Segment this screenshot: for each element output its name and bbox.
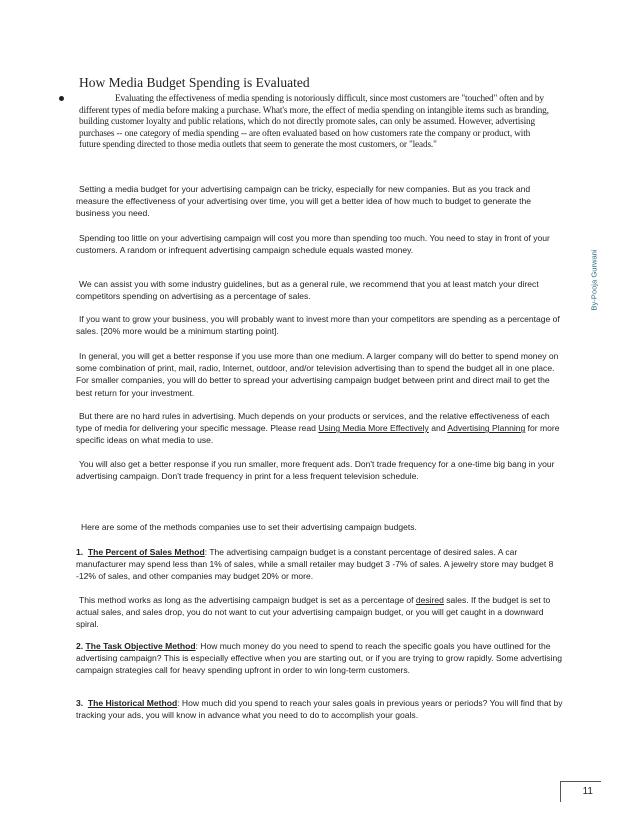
method-3-title: The Historical Method (87, 698, 178, 708)
method-3-number: 3. (76, 698, 84, 708)
paragraph-no-hard-rules (76, 410, 563, 447)
bullet-icon (59, 96, 64, 101)
paragraph-desired-sales (76, 594, 563, 631)
p6-text-after: for more specific ideas on what media to use. (76, 423, 560, 446)
paragraph-industry-guidelines: We can assist you with some industry guidelines, but as a general rule, we recommend that you at least match your direct competitors spending on advertising as a percentage of sales. (76, 279, 539, 302)
method-1-title: The Percent of Sales Method (87, 547, 205, 557)
p6-text-before: But there are no hard rules in advertising. Much depends on your products or services, and the relative effectiveness of each type of media for delivering your specific message. Please read (76, 411, 550, 434)
author-name: By-Pooja Gurwani (589, 249, 599, 311)
p9-text-before: This method works as long as the advertising campaign budget is set as a percentage of (79, 595, 416, 605)
p6-text-middle: and (428, 423, 448, 434)
method-historical (76, 697, 563, 721)
intro-paragraph: Evaluating the effectiveness of media spending is notoriously difficult, since most customers are "touched" often and by different types of media before making a purchase. What's more, the effect of media spending on intangible items such as branding, building customer loyalty and public relations, which do not directly promote sales, can only be assumed. However, advertising purchases -- one category of media spending -- are often evaluated based on how customers rate the company or product, with future spending directed to those media outlets that seem to generate the most customers, or "leads." (79, 94, 549, 151)
p9-text-after: sales. If the budget is set to actual sales, and sales drop, you do not want to cut your advertising campaign budget, or you will get caught in a downward spiral. (76, 595, 551, 630)
link-advertising-planning[interactable]: Advertising Planning (447, 423, 526, 434)
p9-underlined-word: desired (415, 595, 444, 605)
paragraph-methods-intro: Here are some of the methods companies use to set their advertising campaign budgets. (81, 522, 417, 532)
method-1-number: 1. (76, 547, 84, 557)
paragraph-setting-budget: Setting a media budget for your advertising campaign can be tricky, especially for new companies. But as you track and measure the effectiveness of your advertising over time, you will get a better idea of how much to budget to generate the business you need. (76, 184, 531, 219)
method-percent-of-sales (76, 546, 563, 583)
paragraph-spending-too-little: Spending too little on your advertising campaign will cost you more than spending too much. You need to stay in front of your customers. A random or infrequent advertising campaign schedule equals wasted money. (76, 233, 550, 256)
page-number-box (560, 781, 601, 802)
author-side-label (587, 225, 601, 335)
paragraph-grow-business: If you want to grow your business, you will probably want to invest more than your competitors are spending as a percentage of sales. [20% more would be a minimum starting point]. (76, 314, 560, 337)
section-heading: How Media Budget Spending is Evaluated (79, 75, 310, 90)
method-task-objective (76, 640, 563, 677)
method-3-text: : How much did you spend to reach your sales goals in previous years or periods? You will find that by tracking your ads, you will know in advance what you need to do to accomplish your goals. (76, 698, 563, 721)
method-2-text: : How much money do you need to spend to reach the specific goals you have outlined for the advertising campaign? This is especially effective when you are starting out, or if you are trying to grow rapidly. Some advertising campaign strategies call for heavy spending upfront in order to win long-term customers. (76, 641, 562, 676)
link-using-media-more-effectively[interactable]: Using Media More Effectively (318, 423, 429, 434)
paragraph-more-than-one-medium: In general, you will get a better response if you use more than one medium. A larger company will do better to spend money on some combination of print, mail, radio, Internet, outdoor, and/or television advertising than to spend the budget all in one place. For smaller companies, you will do better to spread your advertising campaign budget between print and direct mail to get the best return for your investment. (76, 351, 559, 398)
method-2-number: 2. (76, 641, 84, 651)
page-number: 11 (582, 786, 593, 797)
method-2-title: The Task Objective Method (85, 641, 196, 651)
paragraph-frequent-ads: You will also get a better response if you run smaller, more frequent ads. Don't trade frequency for a one-time big bang in your advertising campaign. Don't trade frequency in print for a less frequent television schedule. (76, 459, 555, 482)
method-1-text: : The advertising campaign budget is a constant percentage of desired sales. A car manufacturer may spend less than 1% of sales, while a small retailer may budget 3 -7% of sales. A jewelry store may budget 8 -12% of sales, and other companies may budget 20% or more. (76, 547, 554, 582)
